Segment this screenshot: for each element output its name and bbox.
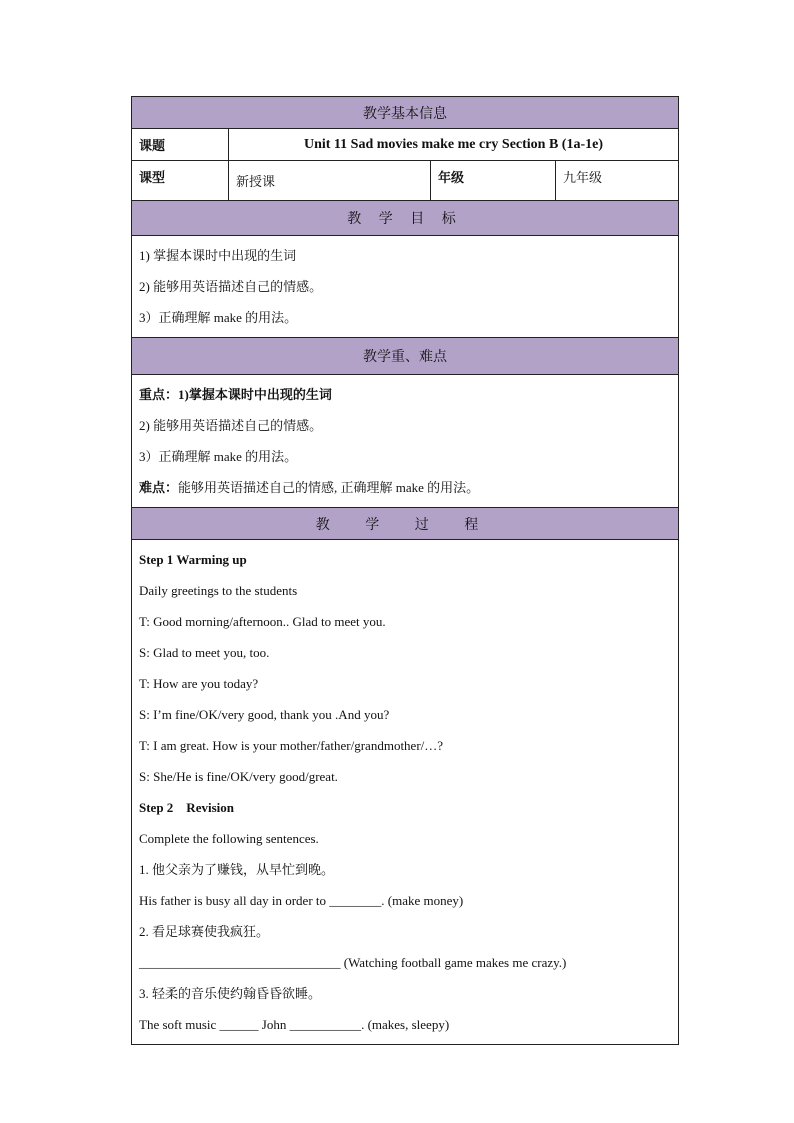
objectives-header: 教 学 目 标 <box>132 201 679 236</box>
step2-line: Complete the following sentences. <box>139 831 319 846</box>
objective-item: 1) 掌握本课时中出现的生词 <box>139 248 297 263</box>
key-point-label: 重点： <box>139 387 179 402</box>
step2-line: _______________________________ (Watching football game makes me crazy.) <box>139 955 567 970</box>
process-header-row <box>132 508 679 540</box>
grade-value: 九年级 <box>556 161 679 201</box>
objectives-cell <box>132 236 679 338</box>
key-point-first: 1)掌握本课时中出现的生词 <box>178 387 332 402</box>
step2-line: The soft music ______ John ___________. (makes, sleepy) <box>139 1017 450 1032</box>
step1-line: T: I am great. How is your mother/father/grandmother/…? <box>139 738 444 753</box>
type-label: 课型 <box>132 161 229 201</box>
keypoints-row <box>132 375 679 508</box>
objective-item: 2) 能够用英语描述自己的情感。 <box>139 279 323 294</box>
step2-line: His father is busy all day in order to ________. (make money) <box>139 893 464 908</box>
difficult-point-label: 难点： <box>139 480 179 495</box>
step1-line: T: Good morning/afternoon.. Glad to meet you. <box>139 614 386 629</box>
objectives-header-row <box>132 201 679 236</box>
topic-label: 课题 <box>132 129 229 161</box>
step1-line: S: She/He is fine/OK/very good/great. <box>139 769 338 784</box>
topic-row <box>132 129 679 161</box>
key-point-line: 2) 能够用英语描述自己的情感。 <box>139 418 323 433</box>
step2-line: 1. 他父亲为了赚钱，从早忙到晚。 <box>139 862 335 877</box>
key-point-line <box>139 379 671 410</box>
step2-title: Step 2 Revision <box>139 800 234 815</box>
grade-label: 年级 <box>431 161 556 201</box>
keypoints-header: 教学重、难点 <box>132 338 679 375</box>
step1-title: Step 1 Warming up <box>139 552 247 567</box>
objective-item: 3）正确理解 make 的用法。 <box>139 310 298 325</box>
difficult-point-text: 能够用英语描述自己的情感, 正确理解 make 的用法。 <box>178 480 480 495</box>
step2-line: 2. 看足球赛使我疯狂。 <box>139 924 270 939</box>
key-point-line: 3）正确理解 make 的用法。 <box>139 449 298 464</box>
type-value: 新授课 <box>229 161 431 201</box>
step1-line: S: Glad to meet you, too. <box>139 645 270 660</box>
step1-line: T: How are you today? <box>139 676 259 691</box>
lesson-plan-table <box>131 96 679 1045</box>
process-header: 教 学 过 程 <box>132 508 679 540</box>
difficult-point-line <box>139 472 671 503</box>
keypoints-cell <box>132 375 679 508</box>
step1-line: S: I’m fine/OK/very good, thank you .And you? <box>139 707 390 722</box>
basic-info-header-row <box>132 97 679 129</box>
basic-info-header: 教学基本信息 <box>132 97 679 129</box>
topic-value: Unit 11 Sad movies make me cry Section B (1a-1e) <box>229 129 679 161</box>
process-row <box>132 540 679 1045</box>
process-cell <box>132 540 679 1045</box>
objectives-row <box>132 236 679 338</box>
keypoints-header-row <box>132 338 679 375</box>
type-grade-row <box>132 161 679 201</box>
step1-line: Daily greetings to the students <box>139 583 298 598</box>
step2-line: 3. 轻柔的音乐使约翰昏昏欲睡。 <box>139 986 322 1001</box>
